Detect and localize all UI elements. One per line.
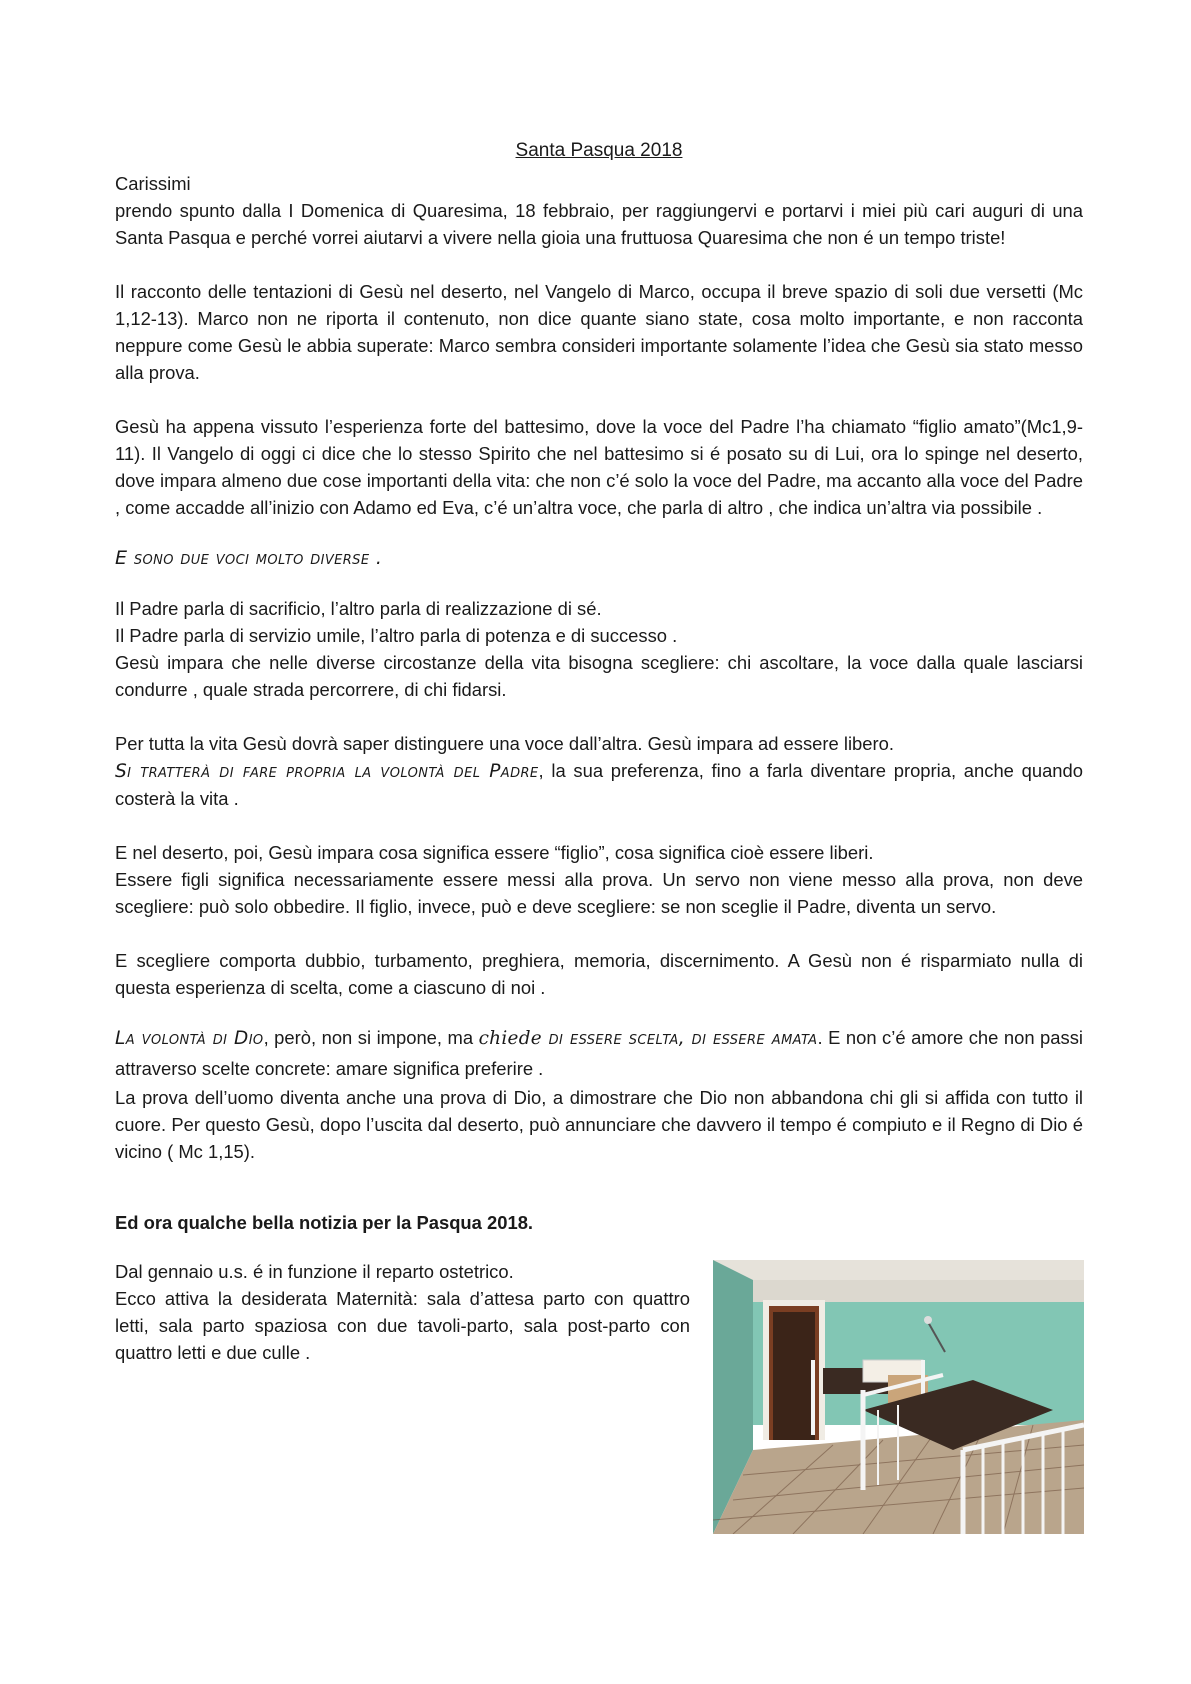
line-scegliere: Gesù impara che nelle diverse circostanze della vita bisogna scegliere: chi ascoltare, la voce dalla quale lasciarsi condurre , quale strada percorrere, di chi fidarsi.	[115, 652, 1083, 700]
paragraph-volonta	[115, 757, 1083, 812]
news-line-reparto: Dal gennaio u.s. é in funzione il reparto ostetrico.	[115, 1261, 514, 1282]
volonta-dio-text: , però, non si impone, ma	[263, 1027, 479, 1048]
letter-title: Santa Pasqua 2018	[515, 140, 683, 161]
heading-due-voci: E sono due voci molto diverse .	[115, 547, 383, 569]
line-servizio: Il Padre parla di servizio umile, l’altro parla di potenza e di successo .	[115, 625, 678, 646]
paragraph-prova: La prova dell’uomo diventa anche una prova di Dio, a dimostrare che Dio non abbandona chi gli si affida con tutto il cuore. Per questo Gesù, dopo l’uscita dal deserto, può annunciare che davvero il tempo é compiuto e il Regno di Dio é vicino ( Mc 1,15).	[115, 1087, 1083, 1162]
paragraph-battesimo: Gesù ha appena vissuto l’esperienza forte del battesimo, dove la voce del Padre l’ha chiamato “figlio amato”(Mc1,9-11). Il Vangelo di oggi ci dice che lo stesso Spirito che nel battesimo si é posato su di Lui, ora lo spinge nel deserto, dove impara almeno due cose importanti della vita: che non c’é solo la voce del Padre, ma accanto alla voce del Padre , come accadde all’inizio con Adamo ed Eva, c’é un’altra voce, che parla di altro , che indica un’altra via possibile .	[115, 416, 1083, 518]
caps-scelta-amata: di essere scelta, di essere amata	[541, 1028, 818, 1049]
paragraph-tentazioni: Il racconto delle tentazioni di Gesù nel deserto, nel Vangelo di Marco, occupa il breve spazio di soli due versetti (Mc 1,12-13). Marco non ne riporta il contenuto, non dice quante siano state, cosa molto importante, e non racconta neppure come Gesù le abbia superate: Marco sembra consideri importante solamente l’idea che Gesù sia stato messo alla prova.	[115, 281, 1083, 383]
paragraph-intro: prendo spunto dalla I Domenica di Quaresima, 18 febbraio, per raggiungervi e portarvi i miei più cari auguri di una Santa Pasqua e perché vorrei aiutarvi a vivere nella gioia una fruttuosa Quaresima che non é un tempo triste!	[115, 200, 1083, 248]
maternity-ward-photo	[713, 1260, 1084, 1534]
news-heading: Ed ora qualche bella notizia per la Pasqua 2018.	[115, 1212, 534, 1233]
paragraph-scegliere: E scegliere comporta dubbio, turbamento, preghiera, memoria, discernimento. A Gesù non é risparmiato nulla di questa esperienza di scelta, come a ciascuno di noi .	[115, 950, 1083, 998]
paragraph-volonta-dio	[115, 1023, 1083, 1084]
caps-volonta-dio: La volontà di Dio	[115, 1028, 264, 1049]
line-sacrificio: Il Padre parla di sacrificio, l’altro parla di realizzazione di sé.	[115, 598, 602, 619]
line-distinguere: Per tutta la vita Gesù dovrà saper distinguere una voce dall’altra. Gesù impara ad essere libero.	[115, 733, 894, 754]
news-line-maternita: Ecco attiva la desiderata Maternità: sala d’attesa parto con quattro letti, sala parto spaziosa con due tavoli-parto, sala post-parto con quattro letti e due culle .	[115, 1288, 690, 1363]
greeting: Carissimi	[115, 173, 191, 194]
volonta-dio-rest: . E non c’é amore che non passi attraverso scelte concrete: amare significa preferire .	[115, 1027, 1083, 1079]
paragraph-figli: Essere figli significa necessariamente essere messi alla prova. Un servo non viene messo alla prova, non deve scegliere: può solo obbedire. Il figlio, invece, può e deve scegliere: se non sceglie il Padre, diventa un servo.	[115, 869, 1083, 917]
volonta-rest: , la sua preferenza, fino a farla diventare propria, anche quando costerà la vita .	[115, 760, 1083, 809]
script-chiede: chiede	[478, 1028, 542, 1049]
line-figlio: E nel deserto, poi, Gesù impara cosa significa essere “figlio”, cosa significa cioè essere liberi.	[115, 842, 874, 863]
letter-page	[115, 138, 1083, 1366]
photo-illustration	[713, 1260, 1084, 1534]
caps-volonta-padre: Si tratterà di fare propria la volontà del Padre	[115, 761, 539, 782]
